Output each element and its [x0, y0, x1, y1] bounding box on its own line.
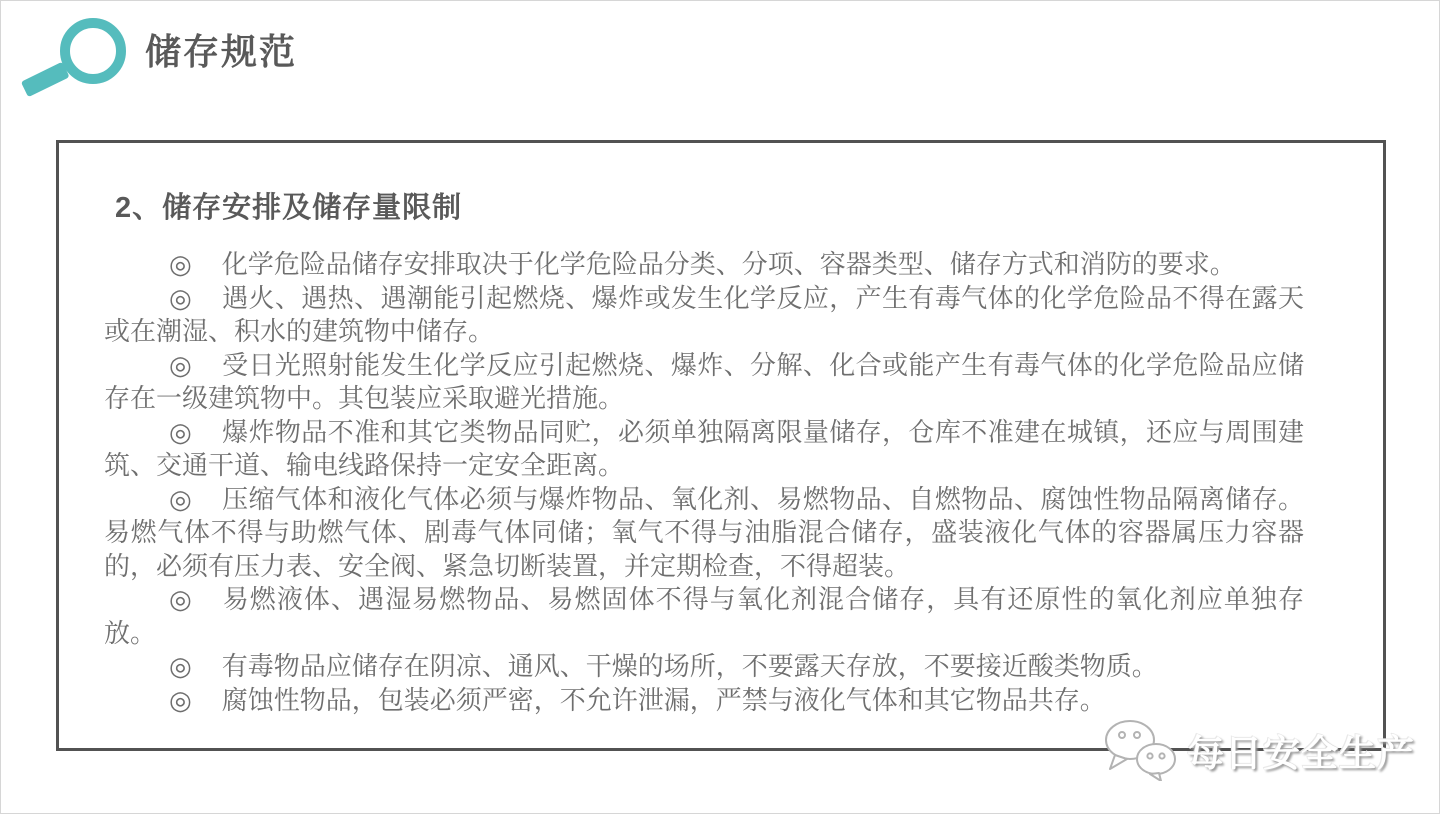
rule-item	[104, 684, 1304, 718]
rule-item	[104, 583, 1304, 650]
bullet-icon: ◎	[169, 349, 193, 380]
rule-text: 受日光照射能发生化学反应引起燃烧、爆炸、分解、化合或能产生有毒气体的化学危险品应储存在一级建筑物中。其包装应采取避光措施。	[104, 349, 1304, 413]
bullet-icon: ◎	[169, 249, 192, 279]
storage-rules-list	[104, 248, 1304, 717]
bullet-icon: ◎	[169, 483, 193, 514]
rule-text: 腐蚀性物品，包装必须严密，不允许泄漏，严禁与液化气体和其它物品共存。	[221, 684, 1106, 715]
rule-text: 爆炸物品不准和其它类物品同贮，必须单独隔离限量储存，仓库不准建在城镇，还应与周围建筑、交通干道、输电线路保持一定安全距离。	[104, 416, 1304, 480]
bullet-icon: ◎	[169, 282, 193, 313]
content-box	[56, 140, 1386, 751]
rule-item	[104, 416, 1304, 483]
rule-item	[104, 349, 1304, 416]
rule-text: 化学危险品储存安排取决于化学危险品分类、分项、容器类型、储存方式和消防的要求。	[221, 249, 1236, 279]
rule-text: 有毒物品应储存在阴凉、通风、干燥的场所，不要露天存放，不要接近酸类物质。	[221, 651, 1158, 681]
rule-text: 遇火、遇热、遇潮能引起燃烧、爆炸或发生化学反应，产生有毒气体的化学危险品不得在露天或在潮湿、积水的建筑物中储存。	[104, 282, 1304, 346]
rule-text: 易燃液体、遇湿易燃物品、易燃固体不得与氧化剂混合储存，具有还原性的氧化剂应单独存放。	[104, 584, 1304, 648]
rule-item	[104, 248, 1304, 282]
rule-item	[104, 483, 1304, 584]
section-heading: 2、储存安排及储存量限制	[115, 192, 463, 224]
watermark	[1103, 719, 1415, 781]
wechat-icon	[1103, 719, 1181, 781]
magnifier-icon	[19, 7, 131, 109]
bullet-icon: ◎	[169, 584, 193, 614]
rule-item	[104, 650, 1304, 684]
rule-item	[104, 282, 1304, 349]
bullet-icon: ◎	[169, 684, 192, 715]
bullet-icon: ◎	[169, 651, 192, 681]
rule-text: 压缩气体和液化气体必须与爆炸物品、氧化剂、易燃物品、自燃物品、腐蚀性物品隔离储存。易燃气体不得与助燃气体、剧毒气体同储；氧气不得与油脂混合储存，盛装液化气体的容器属压力容器的，必须有压力表、安全阀、紧急切断装置，并定期检查，不得超装。	[104, 483, 1304, 581]
bullet-icon: ◎	[169, 416, 193, 447]
page-title: 储存规范	[145, 31, 298, 72]
watermark-text: 每日安全生产	[1187, 733, 1415, 774]
slide-header	[19, 7, 297, 109]
